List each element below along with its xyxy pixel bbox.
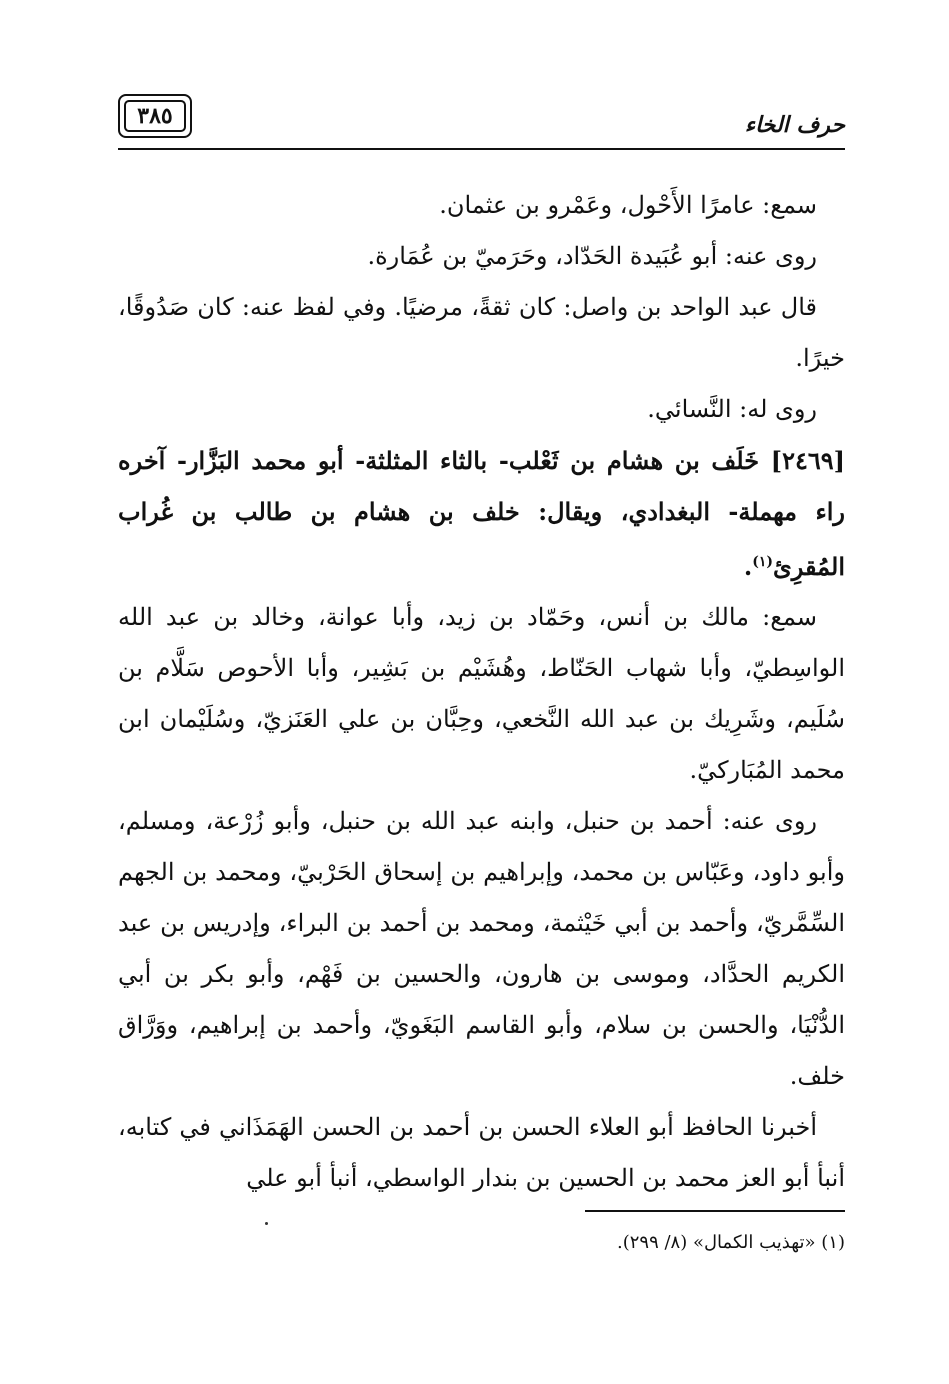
entry-paragraph-narrated-by: روى عنه: أحمد بن حنبل، وابنه عبد الله بن حنبل، وأبو زُرْعة، ومسلم، وأبو داود، وعَبّاس بن محمد، وإبراهيم بن إسحاق الحَرْبيّ، ومحمد بن الجهم السِّمَّريّ، وأحمد بن أبي خَيْثمة، ومحمد بن أحمد بن البراء، وإدريس بن عبد الكريم الحدَّاد، وموسى بن هارون، والحسين بن فَهْم، وأبو بكر بن أبي الدُّنْيَا، والحسن بن سلام، وأبو القاسم البَغَويّ، وأحمد بن إبراهيم، ووَرَّاق خلف. bbox=[118, 807, 845, 1090]
footnote: (١) «تهذيب الكمال» (٨/ ٢٩٩). bbox=[616, 1232, 845, 1253]
entry-heading-text: خَلَف بن هشام بن ثَعْلب- بالثاء المثلثة- أبو محمد البَزَّار- آخره راء مهملة- البغدادي، ويقال: خلف بن هشام بن طالب بن غُراب المُقرِئ bbox=[118, 446, 845, 581]
page-header bbox=[118, 92, 845, 154]
paragraph-heard-from: سمع: عامرًا الأَحْول، وعَمْرو بن عثمان. bbox=[439, 191, 817, 219]
page-number: ٣٨٥ bbox=[137, 103, 173, 129]
chapter-title: حرف الخاء bbox=[744, 112, 845, 138]
paragraph-narrated-for: روى له: النَّسائي. bbox=[647, 395, 817, 423]
body-text bbox=[118, 180, 845, 1204]
footnote-ref: (١) bbox=[752, 554, 773, 570]
entry-heading bbox=[118, 435, 845, 592]
ink-speck bbox=[265, 1222, 268, 1225]
header-rule bbox=[118, 148, 845, 150]
paragraph-assessment: قال عبد الواحد بن واصل: كان ثقةً، مرضيًا. وفي لفظ عنه: كان صَدُوقًا، خيرًا. bbox=[118, 293, 845, 372]
page-number-frame bbox=[118, 94, 192, 138]
footnote-rule bbox=[585, 1210, 845, 1212]
entry-number: [٢٤٦٩] bbox=[770, 446, 846, 475]
entry-paragraph-isnad: أخبرنا الحافظ أبو العلاء الحسن بن أحمد بن الحسن الهَمَذَاني في كتابه، أنبأ أبو العز محمد بن الحسين بن بندار الواسطي، أنبأ أبو علي bbox=[118, 1113, 845, 1192]
entry-heading-end: . bbox=[743, 552, 753, 581]
paragraph-narrated-by: روى عنه: أبو عُبَيدة الحَدّاد، وحَرَميّ بن عُمَارة. bbox=[367, 242, 817, 270]
entry-paragraph-heard-from: سمع: مالك بن أنس، وحَمّاد بن زيد، وأبا عوانة، وخالد بن عبد الله الواسِطيّ، وأبا شهاب الحَنّاط، وهُشَيْم بن بَشِير، وأبا الأحوص سَلَّام بن سُلَيم، وشَرِيك بن عبد الله النَّخعي، وحِبَّان بن علي العَنَزيّ، وسُلَيْمان ابن محمد المُبَاركيّ. bbox=[118, 603, 845, 784]
